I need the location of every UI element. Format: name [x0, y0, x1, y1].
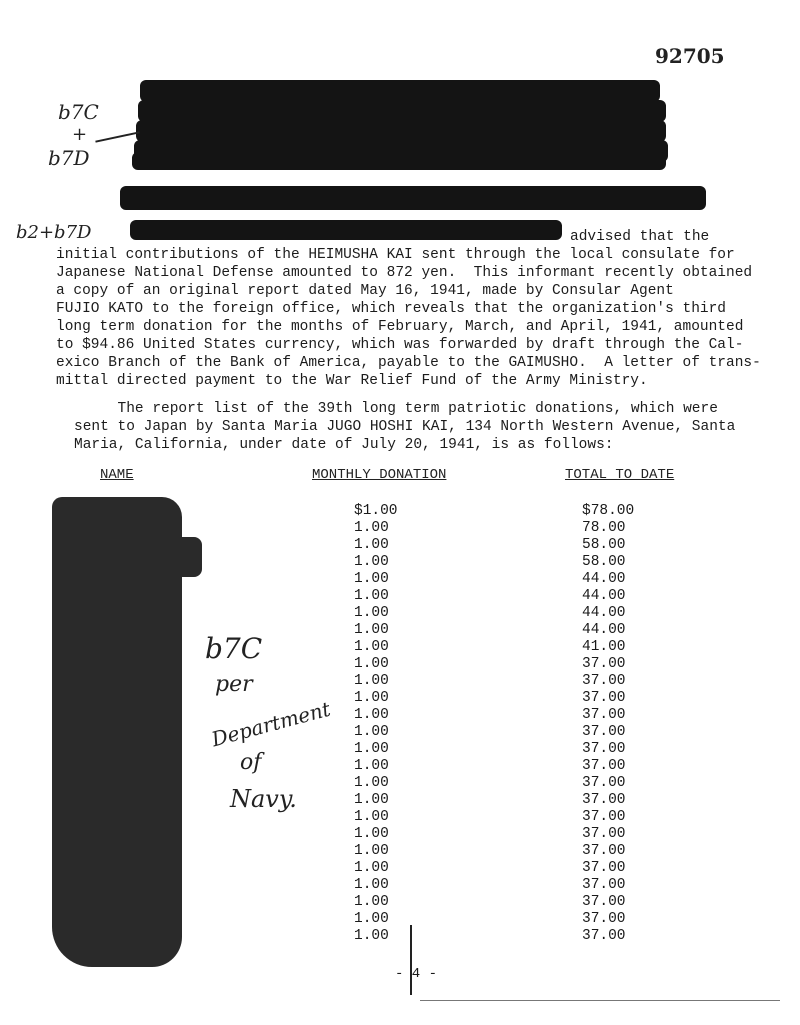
monthly-donation-value: 1.00 — [354, 775, 389, 791]
header-monthly-donation: MONTHLY DONATION — [312, 467, 447, 483]
total-to-date-value: 37.00 — [582, 758, 626, 774]
paragraph-line: to $94.86 United States currency, which was forwarded by draft through the Cal- — [56, 337, 744, 353]
monthly-donation-value: 1.00 — [354, 860, 389, 876]
redaction-bar — [140, 80, 660, 102]
total-to-date-value: 37.00 — [582, 843, 626, 859]
monthly-donation-value: 1.00 — [354, 554, 389, 570]
handwritten-annotation: b7D — [48, 146, 90, 170]
paragraph-line: Maria, California, under date of July 20, 1941, is as follows: — [74, 437, 614, 453]
paragraph-line: mittal directed payment to the War Relief Fund of the Army Ministry. — [56, 373, 648, 389]
monthly-donation-value: 1.00 — [354, 605, 389, 621]
total-to-date-value: $78.00 — [582, 503, 635, 519]
bottom-rule — [420, 1000, 780, 1001]
monthly-donation-column — [354, 503, 398, 945]
redaction-bar — [136, 120, 666, 142]
total-to-date-value: 58.00 — [582, 554, 626, 570]
paragraph-line: initial contributions of the HEIMUSHA KAI sent through the local consulate for — [56, 247, 735, 263]
monthly-donation-value: 1.00 — [354, 894, 389, 910]
monthly-donation-value: 1.00 — [354, 809, 389, 825]
redaction-bar — [132, 152, 666, 170]
total-to-date-value: 37.00 — [582, 894, 626, 910]
total-to-date-value: 37.00 — [582, 656, 626, 672]
monthly-donation-value: 1.00 — [354, 537, 389, 553]
monthly-donation-value: 1.00 — [354, 741, 389, 757]
total-to-date-value: 37.00 — [582, 707, 626, 723]
monthly-donation-value: 1.00 — [354, 588, 389, 604]
total-to-date-value: 44.00 — [582, 622, 626, 638]
monthly-donation-value: 1.00 — [354, 724, 389, 740]
monthly-donation-value: 1.00 — [354, 656, 389, 672]
paragraph-line: sent to Japan by Santa Maria JUGO HOSHI KAI, 134 North Western Avenue, Santa — [74, 419, 736, 435]
handwritten-annotation: of — [240, 750, 262, 775]
monthly-donation-value: 1.00 — [354, 792, 389, 808]
total-to-date-value: 37.00 — [582, 826, 626, 842]
monthly-donation-value: 1.00 — [354, 928, 389, 944]
total-to-date-value: 37.00 — [582, 928, 626, 944]
total-to-date-value: 37.00 — [582, 775, 626, 791]
total-to-date-value: 41.00 — [582, 639, 626, 655]
total-to-date-value: 37.00 — [582, 741, 626, 757]
total-to-date-value: 37.00 — [582, 724, 626, 740]
header-name: NAME — [100, 467, 134, 483]
redacted-name-column — [52, 497, 182, 967]
total-to-date-value: 37.00 — [582, 877, 626, 893]
monthly-donation-value: 1.00 — [354, 911, 389, 927]
redaction-bar — [130, 220, 562, 240]
paragraph-line: a copy of an original report dated May 16, 1941, made by Consular Agent — [56, 283, 674, 299]
paragraph-line: advised that the — [570, 229, 710, 245]
monthly-donation-value: $1.00 — [354, 503, 398, 519]
total-to-date-value: 78.00 — [582, 520, 626, 536]
total-to-date-value: 37.00 — [582, 911, 626, 927]
handwritten-annotation: per — [215, 672, 253, 697]
total-to-date-column — [582, 503, 634, 945]
total-to-date-value: 44.00 — [582, 571, 626, 587]
monthly-donation-value: 1.00 — [354, 673, 389, 689]
monthly-donation-value: 1.00 — [354, 622, 389, 638]
monthly-donation-value: 1.00 — [354, 520, 389, 536]
redaction-bar — [120, 186, 706, 210]
paragraph-line: Japanese National Defense amounted to 872 yen. This informant recently obtained — [56, 265, 753, 281]
page-number: - 4 - — [395, 966, 438, 982]
paragraph-line: The report list of the 39th long term patriotic donations, which were — [74, 401, 718, 417]
header-total-to-date: TOTAL TO DATE — [565, 467, 675, 483]
annotation-arrow — [95, 131, 139, 142]
paragraph-line: exico Branch of the Bank of America, payable to the GAIMUSHO. A letter of trans- — [56, 355, 761, 371]
monthly-donation-value: 1.00 — [354, 690, 389, 706]
handwritten-annotation: b7C — [205, 632, 263, 665]
monthly-donation-value: 1.00 — [354, 843, 389, 859]
total-to-date-value: 37.00 — [582, 860, 626, 876]
total-to-date-value: 44.00 — [582, 588, 626, 604]
total-to-date-value: 58.00 — [582, 537, 626, 553]
monthly-donation-value: 1.00 — [354, 571, 389, 587]
monthly-donation-value: 1.00 — [354, 826, 389, 842]
handwritten-annotation: b7C — [58, 100, 99, 124]
total-to-date-value: 37.00 — [582, 792, 626, 808]
document-number: 92705 — [655, 44, 725, 68]
handwritten-stroke — [410, 925, 412, 995]
total-to-date-value: 37.00 — [582, 673, 626, 689]
redaction-bar — [138, 100, 666, 122]
monthly-donation-value: 1.00 — [354, 758, 389, 774]
handwritten-annotation: Department — [208, 696, 333, 752]
monthly-donation-value: 1.00 — [354, 707, 389, 723]
total-to-date-value: 44.00 — [582, 605, 626, 621]
handwritten-annotation: + — [72, 124, 88, 145]
paragraph-line: FUJIO KATO to the foreign office, which reveals that the organization's third — [56, 301, 727, 317]
handwritten-annotation: Navy. — [230, 785, 297, 813]
handwritten-annotation: b2+b7D — [16, 222, 92, 243]
monthly-donation-value: 1.00 — [354, 639, 389, 655]
total-to-date-value: 37.00 — [582, 809, 626, 825]
monthly-donation-value: 1.00 — [354, 877, 389, 893]
paragraph-line: long term donation for the months of February, March, and April, 1941, amounted — [56, 319, 744, 335]
total-to-date-value: 37.00 — [582, 690, 626, 706]
